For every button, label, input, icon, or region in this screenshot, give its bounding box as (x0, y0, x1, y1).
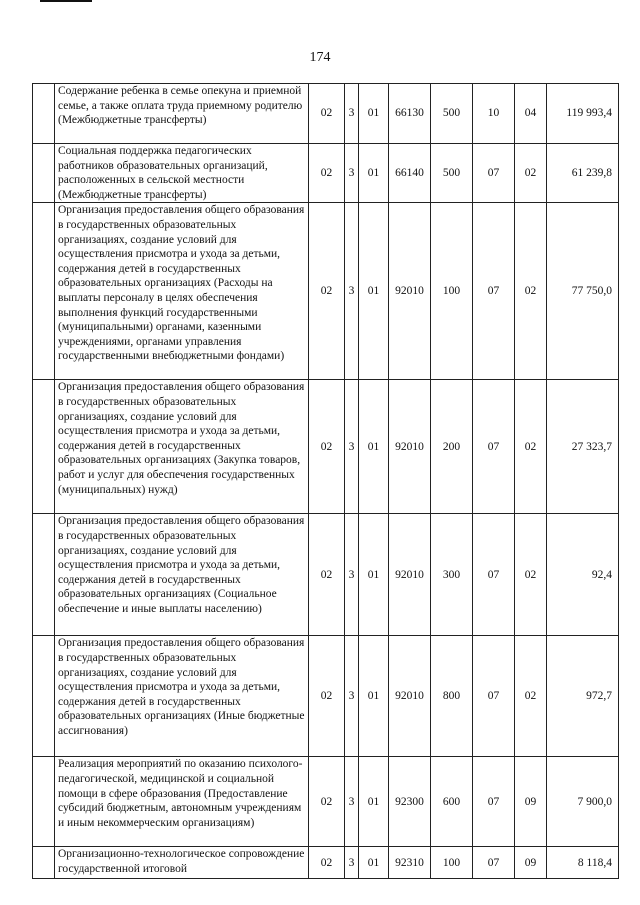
code-cell: 66140 (389, 144, 431, 203)
code-cell: 92010 (389, 636, 431, 757)
subsection-cell: 04 (515, 84, 547, 144)
expense-type-cell: 100 (431, 847, 473, 879)
expense-type-cell: 300 (431, 514, 473, 636)
section-cell: 07 (473, 847, 515, 879)
amount-cell: 972,7 (547, 636, 619, 757)
row-margin-cell (33, 514, 55, 636)
table-row (33, 636, 619, 757)
amount-cell: 61 239,8 (547, 144, 619, 203)
description-cell: Социальная поддержка педагогических работников образовательных организаций, расположенных в сельской местности (Межбюджетные трансферты) (55, 144, 309, 203)
code-cell: 01 (359, 847, 389, 879)
code-cell: 02 (309, 757, 345, 847)
expense-type-cell: 100 (431, 203, 473, 380)
code-cell: 01 (359, 203, 389, 380)
amount-cell: 77 750,0 (547, 203, 619, 380)
subsection-cell: 02 (515, 380, 547, 514)
code-cell: 02 (309, 847, 345, 879)
table-row (33, 203, 619, 380)
table-row (33, 757, 619, 847)
expense-type-cell: 600 (431, 757, 473, 847)
expense-type-cell: 200 (431, 380, 473, 514)
row-margin-cell (33, 144, 55, 203)
table-row (33, 514, 619, 636)
row-margin-cell (33, 636, 55, 757)
code-cell: 3 (345, 514, 359, 636)
code-cell: 3 (345, 636, 359, 757)
expense-type-cell: 500 (431, 84, 473, 144)
amount-cell: 7 900,0 (547, 757, 619, 847)
code-cell: 01 (359, 757, 389, 847)
section-cell: 07 (473, 203, 515, 380)
code-cell: 02 (309, 203, 345, 380)
code-cell: 66130 (389, 84, 431, 144)
section-cell: 07 (473, 380, 515, 514)
row-margin-cell (33, 84, 55, 144)
subsection-cell: 02 (515, 203, 547, 380)
amount-cell: 8 118,4 (547, 847, 619, 879)
subsection-cell: 02 (515, 144, 547, 203)
row-margin-cell (33, 757, 55, 847)
code-cell: 92310 (389, 847, 431, 879)
description-cell: Организация предоставления общего образования в государственных образовательных организациях, создание условий для осуществления присмотра и ухода за детьми, содержания детей в государственных образовательных организациях (Иные бюджетные ассигнования) (55, 636, 309, 757)
description-cell: Реализация мероприятий по оказанию психолого-педагогической, медицинской и социальной помощи в сфере образования (Предоставление субсидий бюджетным, автономным учреждениям и иным некоммерческим организациям) (55, 757, 309, 847)
section-cell: 07 (473, 636, 515, 757)
page-number: 174 (309, 50, 331, 65)
code-cell: 92010 (389, 203, 431, 380)
amount-cell: 27 323,7 (547, 380, 619, 514)
subsection-cell: 09 (515, 757, 547, 847)
code-cell: 02 (309, 84, 345, 144)
code-cell: 01 (359, 380, 389, 514)
code-cell: 92010 (389, 380, 431, 514)
amount-cell: 92,4 (547, 514, 619, 636)
code-cell: 01 (359, 636, 389, 757)
row-margin-cell (33, 847, 55, 879)
section-cell: 07 (473, 144, 515, 203)
top-rule (40, 0, 92, 2)
subsection-cell: 02 (515, 636, 547, 757)
expense-type-cell: 500 (431, 144, 473, 203)
code-cell: 92300 (389, 757, 431, 847)
description-cell: Организационно-технологическое сопровождение государственной итоговой (55, 847, 309, 879)
code-cell: 3 (345, 203, 359, 380)
section-cell: 07 (473, 757, 515, 847)
table-row (33, 380, 619, 514)
description-cell: Содержание ребенка в семье опекуна и приемной семье, а также оплата труда приемному родителю (Межбюджетные трансферты) (55, 84, 309, 144)
description-cell: Организация предоставления общего образования в государственных образовательных организациях, создание условий для осуществления присмотра и ухода за детьми, содержания детей в государственных образовательных организациях (Закупка товаров, работ и услуг для обеспечения государственных (муниципальных) нужд) (55, 380, 309, 514)
description-cell: Организация предоставления общего образования в государственных образовательных организациях, создание условий для осуществления присмотра и ухода за детьми, содержания детей в государственных образовательных организациях (Социальное обеспечение и иные выплаты населению) (55, 514, 309, 636)
table-row (33, 847, 619, 879)
code-cell: 01 (359, 84, 389, 144)
amount-cell: 119 993,4 (547, 84, 619, 144)
code-cell: 3 (345, 757, 359, 847)
code-cell: 02 (309, 144, 345, 203)
expense-type-cell: 800 (431, 636, 473, 757)
code-cell: 3 (345, 380, 359, 514)
table-row (33, 144, 619, 203)
code-cell: 3 (345, 84, 359, 144)
code-cell: 02 (309, 514, 345, 636)
code-cell: 01 (359, 514, 389, 636)
row-margin-cell (33, 203, 55, 380)
description-cell: Организация предоставления общего образования в государственных образовательных организациях, создание условий для осуществления присмотра и ухода за детьми, содержания детей в государственных образовательных организациях (Расходы на выплаты персоналу в целях обеспечения выполнения функций государственными (муниципальными) органами, казенными учреждениями, органами управления государственными внебюджетными фондами) (55, 203, 309, 380)
code-cell: 3 (345, 144, 359, 203)
code-cell: 02 (309, 636, 345, 757)
section-cell: 10 (473, 84, 515, 144)
code-cell: 92010 (389, 514, 431, 636)
code-cell: 3 (345, 847, 359, 879)
code-cell: 02 (309, 380, 345, 514)
budget-table (32, 83, 619, 879)
code-cell: 01 (359, 144, 389, 203)
table-row (33, 84, 619, 144)
section-cell: 07 (473, 514, 515, 636)
subsection-cell: 02 (515, 514, 547, 636)
subsection-cell: 09 (515, 847, 547, 879)
row-margin-cell (33, 380, 55, 514)
